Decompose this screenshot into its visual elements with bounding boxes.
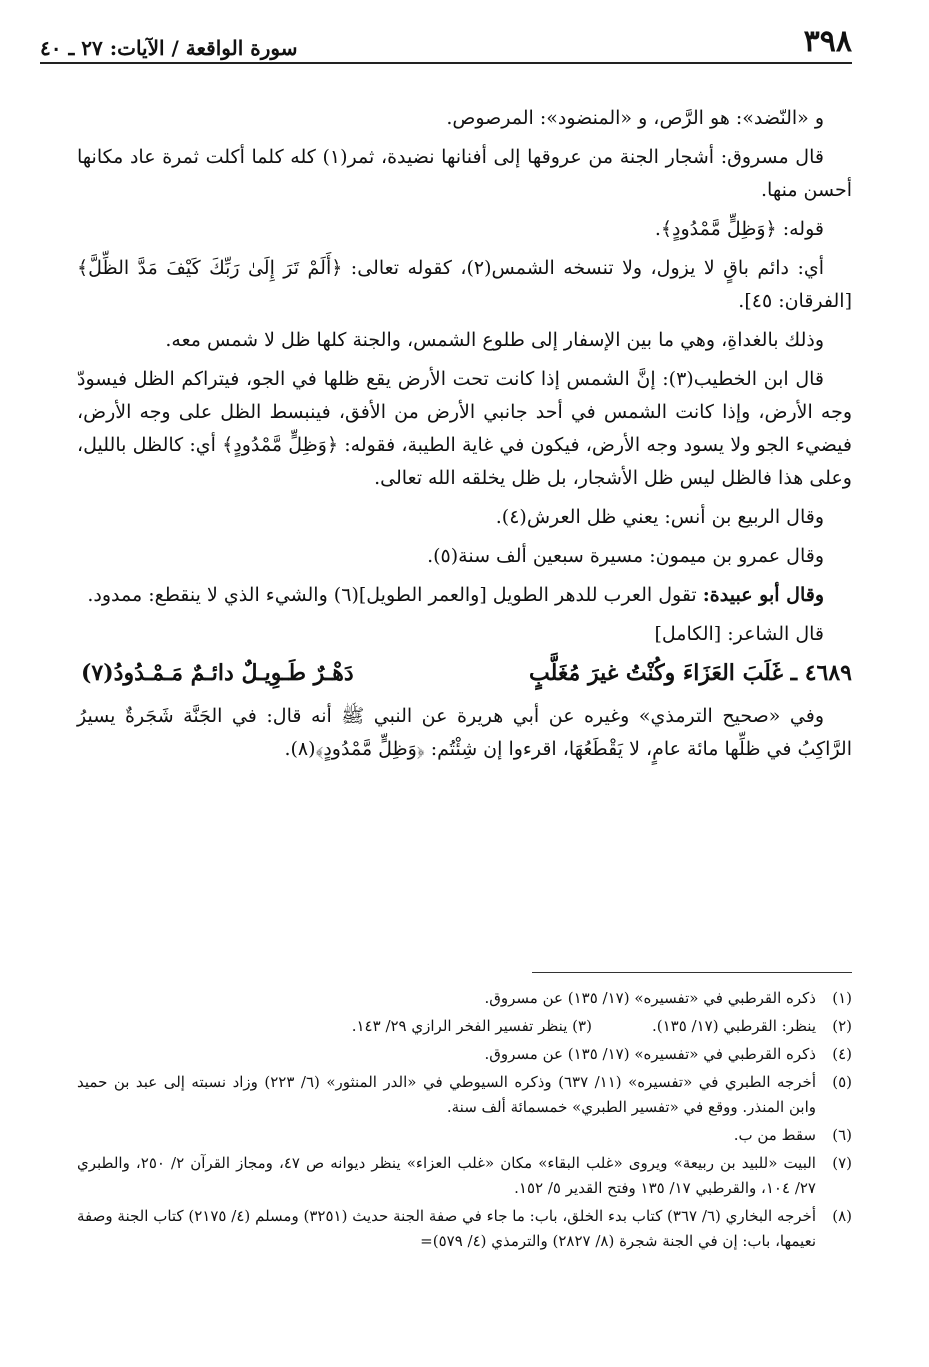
- footnote-number: (٤): [832, 1045, 852, 1063]
- verse-second-hemistich: دَهْـرٌ طَـوِيـلٌ دائـمٌ مَـمْـدُودُ(٧): [81, 660, 354, 686]
- abu-ubayda-text: تقول العرب للدهر الطويل [والعمر الطويل](٦) والشيء الذي لا ينقطع: ممدود.: [87, 584, 697, 606]
- footnote-text: سقط من ب.: [733, 1126, 816, 1144]
- footnote-number: (٨): [832, 1207, 852, 1225]
- footnote-pair: [77, 1014, 816, 1039]
- footnote-text: البيت «للبيد بن ربيعة» ويروى «غلب البقاء» مكان «غلب العزاء» ينظر ديوانه ص ٤٧، ومجاز القرآن ٢/ ٢٥٠، والطبري ٢٧/ ١٠٤، والقرطبي ١٧/ ١٣٥ وفتح القدير ٥/ ١٥٢.: [77, 1154, 816, 1197]
- footnote-text: أخرجه البخاري (٦/ ٣٦٧) كتاب بدء الخلق، باب: ما جاء في صفة الجنة حديث (٣٢٥١) ومسلم (٤/ ٢١٧٥) كتاب الجنة وصفة نعيمها، باب: إن في الجنة شجرة (٨/ ٢٨٢٧) والترمذي (٤/ ٥٧٩)=: [77, 1207, 817, 1250]
- footnote-text: ينظر تفسير الفخر الرازي ٢٩/ ١٤٣.: [351, 1017, 568, 1035]
- verse-first-hemistich: ٤٦٨٩ ـ غَلَبَ العَزَاءَ وكُنْتُ غيرَ مُغَلَّبٍ: [529, 660, 852, 686]
- footnote-text: ذكره القرطبي في «تفسيره» (١٧/ ١٣٥) عن مسروق.: [484, 989, 816, 1007]
- footnote-text: أخرجه الطبري في «تفسيره» (١١/ ٦٣٧) وذكره السيوطي في «الدر المنثور» (٦/ ٢٢٣) وزاد نسبته إلى عبد بن حميد وابن المنذر. ووقع في «تفسير الطبري» خمسمائة ألف سنة.: [77, 1073, 816, 1116]
- paragraph-masruq: قال مسروق: أشجار الجنة من عروقها إلى أفنانها نضيدة، ثمر(١) كله كلما أكلت ثمرة عاد مكانها أحسن منها.: [77, 146, 852, 201]
- footnote: [77, 1014, 852, 1039]
- footnote-number: (٦): [832, 1126, 852, 1144]
- footnote: [77, 1070, 852, 1120]
- footnote: [77, 1151, 852, 1201]
- footnote-inline-second: [352, 1014, 592, 1039]
- paragraph-poet: قال الشاعر: [الكامل]: [654, 623, 824, 645]
- footnote-number: (٣): [572, 1017, 592, 1035]
- paragraph-daim: أي: دائم باقٍ لا يزول، ولا تنسخه الشمس(٢)، كقوله تعالى: ﴿أَلَمْ تَرَ إِلَىٰ رَبِّكَ كَيْفَ مَدَّ الظِّلَّ﴾ [الفرقان: ٤٥].: [77, 257, 852, 312]
- paragraph-qawluh: قوله: ﴿وَظِلٍّ مَّمْدُودٍ﴾.: [654, 218, 824, 240]
- footnote-text: ذكره القرطبي في «تفسيره» (١٧/ ١٣٥) عن مسروق.: [484, 1045, 816, 1063]
- abu-ubayda-label: وقال أبو عبيدة:: [702, 584, 824, 606]
- footnote-number: (١): [832, 989, 852, 1007]
- footnote: [77, 986, 852, 1011]
- paragraph-ibn-khatib: قال ابن الخطيب(٣): إنَّ الشمس إذا كانت تحت الأرض يقع ظلها في الجو، فيتراكم الظل فيسودّ وجه الأرض، وإذا كانت الشمس في أحد جانبي الأرض من الأفق، فينبسط الظل على وجه الأرض، فيضيء الجو ولا يسود وجه الأرض، فيكون في غاية الطيبة، فقوله: ﴿وَظِلٍّ مَّمْدُودٍ﴾ أي: كالظل بالليل، وعلى هذا فالظل ليس ظل الأشجار، بل ظل يخلقه الله تعالى.: [77, 368, 852, 489]
- footnote-text: ينظر: القرطبي (١٧/ ١٣٥).: [651, 1017, 816, 1035]
- footnote-number: (٥): [832, 1073, 852, 1091]
- footnote-rule: [532, 972, 852, 973]
- footnote: [77, 1123, 852, 1148]
- running-header: [40, 22, 852, 62]
- paragraph-amr: وقال عمرو بن ميمون: مسيرة سبعين ألف سنة(٥).: [427, 545, 824, 567]
- footnote-number: (٢): [832, 1017, 852, 1035]
- header-rule: [40, 62, 852, 64]
- poetry-verse: [77, 657, 852, 690]
- footnote-number: (٧): [832, 1154, 852, 1172]
- page-number: ٣٩٨: [803, 24, 852, 59]
- main-text: [77, 102, 852, 772]
- paragraph-hadith: وفي «صحيح الترمذي» وغيره عن أبي هريرة عن النبي ﷺ أنه قال: في الجَنَّة شَجَرةٌ يسيرُ الرَّاكِبُ في ظلِّها مائة عامٍ، لا يَقْطَعُهَا، اقرءوا إن شِئْتُم: ﴿وَظِلٍّ مَّمْدُودٍ﴾(٨).: [77, 705, 852, 760]
- paragraph-nadd: و «النّضد»: هو الرَّص، و «المنضود»: المرصوص.: [446, 107, 824, 129]
- running-title: سورة الواقعة / الآيات: ٢٧ ـ ٤٠: [40, 36, 298, 60]
- paragraph-abu-ubayda: [77, 579, 852, 612]
- paragraph-ghadat: وذلك بالغداةِ، وهي ما بين الإسفار إلى طلوع الشمس، والجنة كلها ظل لا شمس معه.: [165, 329, 824, 351]
- paragraph-rabi: وقال الربيع بن أنس: يعني ظل العرش(٤).: [495, 506, 824, 528]
- footnotes: [77, 986, 852, 1257]
- footnote: [77, 1204, 852, 1254]
- footnote: [77, 1042, 852, 1067]
